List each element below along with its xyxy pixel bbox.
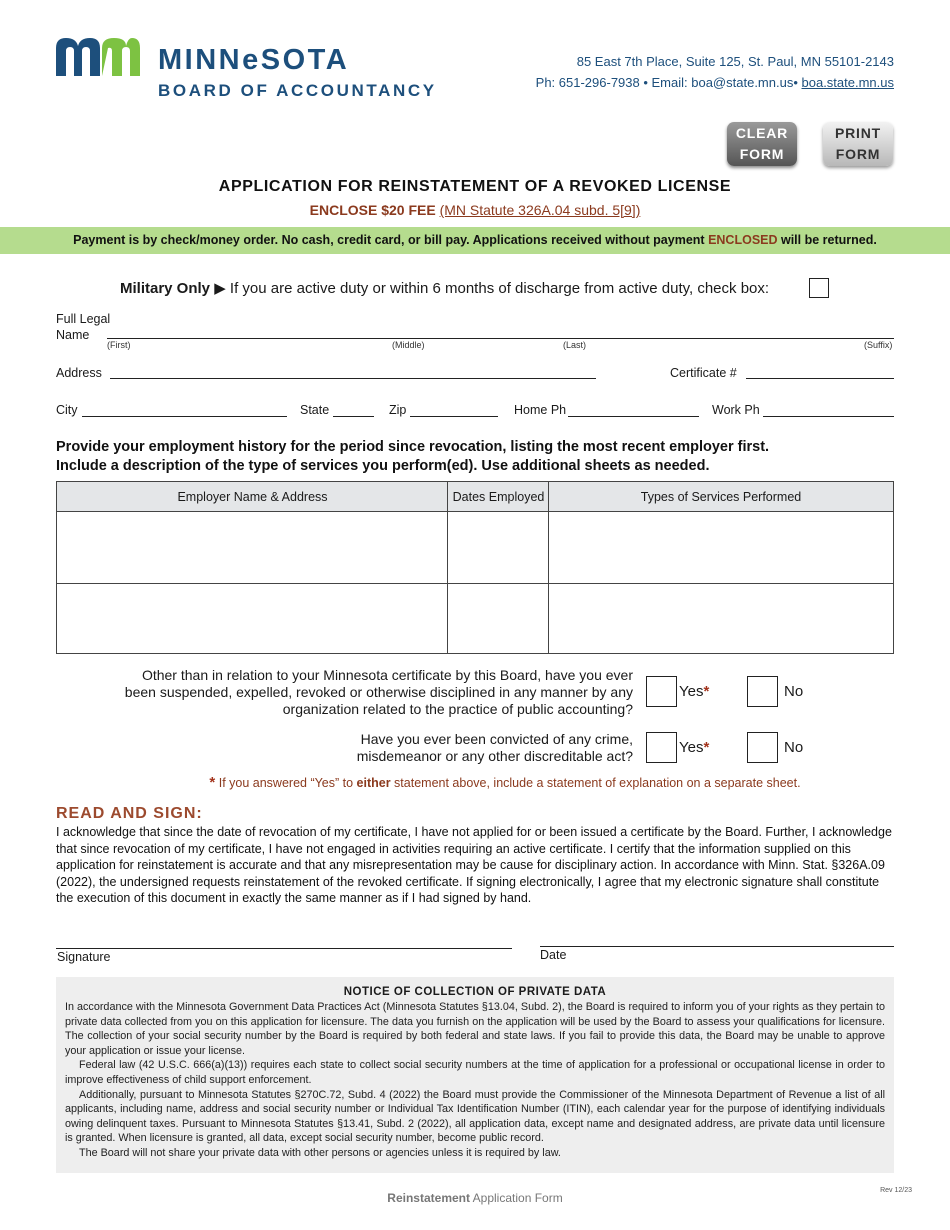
home-phone-label: Home Ph	[514, 403, 567, 417]
employment-table	[56, 481, 894, 654]
acknowledgement-text: I acknowledge that since the date of revocation of my certificate, I have not applied for or been issued a certificate by the Board. Further, I acknowledge that since revocation of my certificate, I have not engaged in activities requiring an active certificate. I certify that the information supplied on this application for reinstatement is accurate and that any misrepresentation may be cause for disciplinary action. In accordance with Minn. Stat. §326A.09 (2022), the undersigned requests reinstatement of the revoked certificate. If signing electronically, I agree that my electronic signature shall constitute the execution of this document in exactly the same manner as if I had signed by hand.	[56, 825, 892, 905]
payment-text-end: will be returned.	[777, 233, 877, 247]
footnote-emphasis: either	[356, 776, 391, 790]
services-cell-row-1[interactable]	[549, 513, 893, 583]
state-label: State	[300, 403, 330, 417]
question-1-line-3: organization related to the practice of public accounting?	[282, 701, 633, 717]
q2-no-checkbox[interactable]	[747, 732, 778, 763]
signature-label: Signature	[57, 950, 111, 964]
date-input[interactable]	[540, 946, 894, 947]
full-legal-label-2: Name	[56, 328, 90, 342]
work-phone-input[interactable]	[763, 416, 894, 417]
address-input[interactable]	[110, 378, 596, 379]
employer-cell-row-2[interactable]	[57, 584, 447, 653]
board-contact	[536, 75, 894, 90]
fee-line	[0, 202, 950, 218]
first-name-hint: (First)	[107, 340, 131, 350]
notice-paragraph-1: In accordance with the Minnesota Government Data Practices Act (Minnesota Statutes §13.04, Subd. 2), the Board is required to inform you of your rights as they pertain to private data collected from you on this application for licensure. The data you furnish on the application will be used by the Board to assess your qualifications for licensure. The collection of your social security number by the Board is required by both federal and state laws. If you fail to provide this data, the Board may be unable to approve your application or issue your license.	[65, 1001, 885, 1057]
q1-no-checkbox[interactable]	[747, 676, 778, 707]
dates-cell-row-1[interactable]	[448, 513, 548, 583]
board-address: 85 East 7th Place, Suite 125, St. Paul, MN 55101-2143	[576, 54, 894, 69]
read-and-sign-heading: READ AND SIGN:	[56, 805, 203, 822]
logo-title: MINNeSOTA	[158, 44, 350, 76]
q2-yes-label	[679, 739, 709, 756]
q1-yes-text: Yes	[679, 683, 704, 700]
page-footer	[0, 1191, 950, 1205]
services-header: Types of Services Performed	[549, 482, 893, 512]
question-2-line-1: Have you ever been convicted of any crime,	[360, 731, 633, 747]
q1-yes-checkbox[interactable]	[646, 676, 677, 707]
city-label: City	[56, 403, 78, 417]
zip-label: Zip	[389, 403, 407, 417]
home-phone-input[interactable]	[568, 416, 699, 417]
employer-cell-row-1[interactable]	[57, 513, 447, 583]
last-name-hint: (Last)	[563, 340, 587, 350]
payment-text: Payment is by check/money order. No cash, credit card, or bill pay. Applications received without payment	[73, 233, 709, 247]
notice-paragraph-2: Federal law (42 U.S.C. 666(a)(13)) requires each state to collect social security numbers at the time of application for a professional or occupational license in order to improve effectiveness of child support enforcement.	[65, 1059, 885, 1086]
payment-notice	[0, 227, 950, 254]
employer-header: Employer Name & Address	[57, 482, 448, 512]
city-input[interactable]	[82, 416, 287, 417]
minnesota-logo-mark-icon	[56, 36, 140, 76]
certificate-input[interactable]	[746, 378, 894, 379]
suffix-hint: (Suffix)	[864, 340, 893, 350]
middle-name-hint: (Middle)	[392, 340, 425, 350]
military-checkbox[interactable]	[809, 278, 829, 298]
footnote-text-end: statement above, include a statement of explanation on a separate sheet.	[390, 776, 801, 790]
dates-header: Dates Employed	[448, 482, 549, 512]
q1-yes-label	[679, 683, 709, 700]
footnote-star: *	[209, 774, 216, 791]
instruction-line-1: Provide your employment history for the period since revocation, listing the most recent employer first.	[56, 439, 770, 455]
payment-highlight: ENCLOSED	[708, 233, 778, 247]
q2-yes-checkbox[interactable]	[646, 732, 677, 763]
footnote-text: If you answered “Yes” to	[215, 776, 357, 790]
full-legal-name-label	[56, 311, 110, 343]
yes-footnote	[0, 774, 950, 791]
website-link[interactable]: boa.state.mn.us	[801, 75, 894, 90]
clear-label-2: FORM	[739, 146, 785, 162]
footer-bold: Reinstatement	[387, 1191, 470, 1205]
question-discipline	[56, 667, 633, 718]
private-data-notice	[56, 977, 894, 1173]
statute-link[interactable]: (MN Statute 326A.04 subd. 5[9])	[439, 202, 641, 218]
q2-star: *	[703, 739, 710, 756]
phone-email: Ph: 651-296-7938 • Email: boa@state.mn.us•	[535, 75, 802, 90]
state-input[interactable]	[333, 416, 374, 417]
q2-yes-text: Yes	[679, 739, 704, 756]
q1-no-label: No	[784, 683, 804, 700]
work-phone-label: Work Ph	[712, 403, 760, 417]
dates-cell-row-2[interactable]	[448, 584, 548, 653]
signature-input[interactable]	[56, 948, 512, 949]
employment-instructions	[56, 438, 769, 476]
military-text: If you are active duty or within 6 months of discharge from active duty, check box:	[225, 280, 770, 297]
form-title: APPLICATION FOR REINSTATEMENT OF A REVOKED LICENSE	[218, 178, 732, 195]
notice-paragraph-4: The Board will not share your private data with other persons or agencies unless it is required by law.	[79, 1146, 561, 1159]
certificate-label: Certificate #	[670, 366, 737, 380]
date-label: Date	[540, 948, 567, 962]
q1-star: *	[703, 683, 710, 700]
notice-title: NOTICE OF COLLECTION OF PRIVATE DATA	[343, 986, 607, 998]
services-cell-row-2[interactable]	[549, 584, 893, 653]
logo-subtitle: BOARD OF ACCOUNTANCY	[158, 81, 437, 100]
question-1-line-2: been suspended, expelled, revoked or otherwise disciplined in any manner by any	[124, 684, 633, 700]
footer-text: Application Form	[469, 1191, 563, 1205]
clear-form-button[interactable]	[727, 122, 797, 166]
question-2-line-2: misdemeanor or any other discreditable act?	[356, 748, 633, 764]
military-label: Military Only ▶	[120, 280, 226, 297]
print-label-2: FORM	[835, 146, 881, 162]
clear-label-1: CLEAR	[735, 125, 789, 141]
question-conviction	[56, 731, 633, 765]
zip-input[interactable]	[410, 416, 498, 417]
revision-tag: Rev 12/23	[880, 1187, 912, 1194]
print-label-1: PRINT	[835, 125, 881, 141]
address-label: Address	[56, 366, 102, 380]
military-question	[120, 279, 769, 297]
question-1-line-1: Other than in relation to your Minnesota certificate by this Board, have you ever	[141, 667, 633, 683]
print-form-button[interactable]	[823, 122, 893, 166]
q2-no-label: No	[784, 739, 804, 756]
fee-amount: ENCLOSE $20 FEE	[309, 202, 436, 218]
notice-paragraph-3: Additionally, pursuant to Minnesota Statutes §270C.72, Subd. 4 (2022) the Board must provide the Commissioner of the Minnesota Department of Revenue a list of all applicants, including name, address and social security number or Individual Tax Identification Number (ITIN), each calendar year for the purpose of identifying individuals owing delinquent taxes. Pursuant to Minnesota Statutes §13.41, Subd. 2 (2022), all application data, except name and designated address, are private data until licensure is granted. When licensure is granted, all data, except social security number, become public record.	[65, 1088, 885, 1145]
full-name-input[interactable]	[107, 338, 894, 339]
full-legal-label-1: Full Legal	[56, 312, 111, 326]
instruction-line-2: Include a description of the type of services you perform(ed). Use additional sheets as needed.	[56, 458, 710, 474]
